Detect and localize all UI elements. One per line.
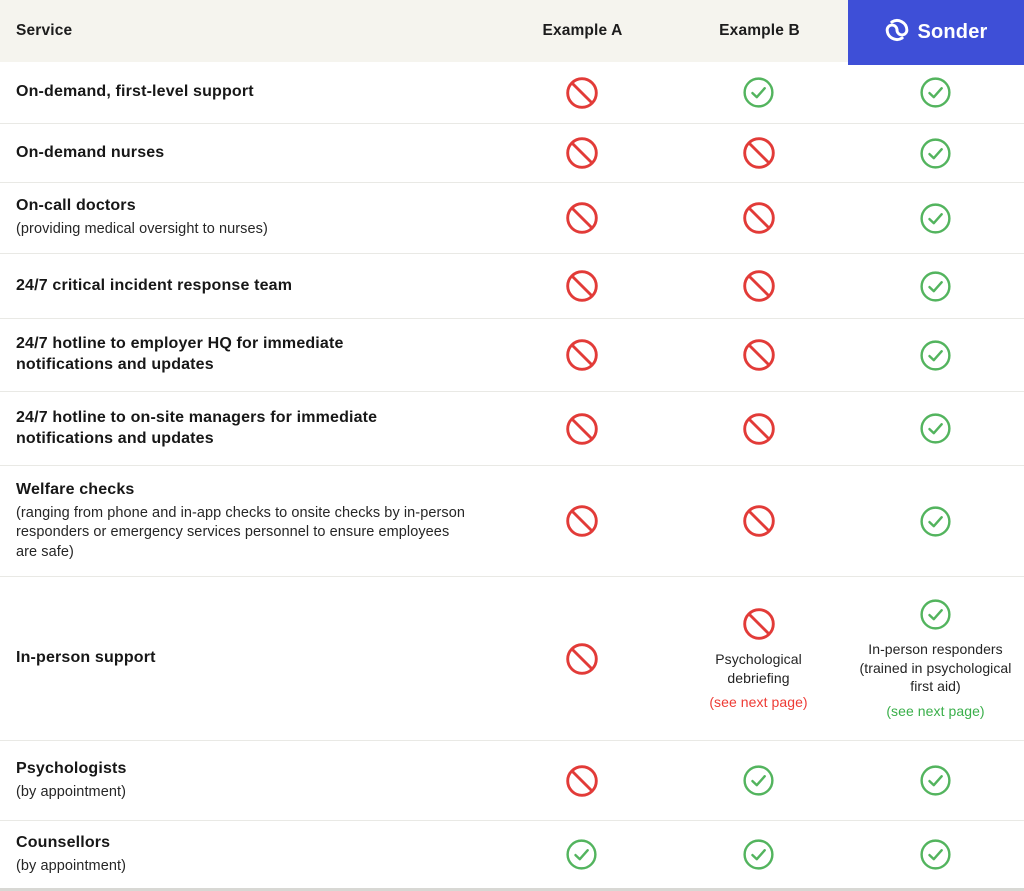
prohibited-circle-icon xyxy=(742,504,776,538)
service-subtitle: (by appointment) xyxy=(16,857,126,874)
table-header xyxy=(0,0,1024,62)
table-row xyxy=(0,466,1024,577)
table-row xyxy=(0,392,1024,466)
prohibited-circle-icon xyxy=(565,269,599,303)
availability-cell xyxy=(847,821,1024,888)
check-circle-icon xyxy=(919,339,952,372)
availability-cell xyxy=(670,62,847,123)
service-title: Psychologists xyxy=(16,759,127,777)
prohibited-circle-icon xyxy=(742,201,776,235)
service-cell xyxy=(0,183,493,253)
service-cell xyxy=(0,741,493,820)
service-subtitle: (by appointment) xyxy=(16,783,126,800)
column-header-example-b: Example B xyxy=(719,22,800,39)
prohibited-circle-icon xyxy=(742,269,776,303)
prohibited-circle-icon xyxy=(742,412,776,446)
service-subtitle: (providing medical oversight to nurses) xyxy=(16,221,268,238)
table-row xyxy=(0,741,1024,821)
availability-cell xyxy=(670,466,847,576)
prohibited-circle-icon xyxy=(565,412,599,446)
check-circle-icon xyxy=(742,838,775,871)
service-title: 24/7 hotline to employer HQ for immediate notifications and updates xyxy=(16,335,344,373)
availability-cell xyxy=(847,741,1024,820)
table-row xyxy=(0,124,1024,183)
availability-cell xyxy=(493,183,670,253)
prohibited-circle-icon xyxy=(565,642,599,676)
table-row xyxy=(0,62,1024,124)
service-title: On-demand, first-level support xyxy=(16,83,254,101)
availability-cell xyxy=(493,124,670,182)
check-circle-icon xyxy=(919,764,952,797)
prohibited-circle-icon xyxy=(742,607,776,641)
availability-cell xyxy=(670,254,847,318)
availability-cell xyxy=(493,577,670,740)
check-circle-icon xyxy=(742,764,775,797)
sonder-wordmark: Sonder xyxy=(917,21,988,43)
check-circle-icon xyxy=(565,838,598,871)
service-title: On-call doctors xyxy=(16,197,136,215)
table-row xyxy=(0,821,1024,888)
availability-cell xyxy=(847,62,1024,123)
availability-cell xyxy=(670,183,847,253)
check-circle-icon xyxy=(919,76,952,109)
availability-cell xyxy=(493,741,670,820)
service-title: 24/7 hotline to on-site managers for immediate notifications and updates xyxy=(16,408,378,447)
check-circle-icon xyxy=(742,76,775,109)
table-row xyxy=(0,254,1024,319)
see-next-page-note: (see next page) xyxy=(886,703,985,720)
availability-cell xyxy=(670,124,847,182)
availability-cell xyxy=(670,392,847,465)
check-circle-icon xyxy=(919,412,952,445)
cell-label: In-person responders (trained in psychological first aid) xyxy=(859,640,1012,695)
sonder-logo-icon xyxy=(884,17,910,48)
service-cell xyxy=(0,821,493,888)
service-title: Counsellors xyxy=(16,834,111,851)
prohibited-circle-icon xyxy=(565,201,599,235)
column-header-sonder xyxy=(848,0,1024,65)
service-cell xyxy=(0,466,493,576)
table-row xyxy=(0,319,1024,392)
service-cell xyxy=(0,392,493,465)
availability-cell xyxy=(847,254,1024,318)
availability-cell xyxy=(493,254,670,318)
service-title: On-demand nurses xyxy=(16,143,165,161)
service-cell xyxy=(0,577,493,740)
availability-cell xyxy=(847,392,1024,465)
service-cell xyxy=(0,254,493,318)
availability-cell xyxy=(670,577,847,740)
service-cell xyxy=(0,319,493,391)
availability-cell xyxy=(493,466,670,576)
prohibited-circle-icon xyxy=(565,764,599,798)
column-header-service: Service xyxy=(16,22,73,39)
table-row xyxy=(0,577,1024,741)
availability-cell xyxy=(847,124,1024,182)
availability-cell xyxy=(847,466,1024,576)
availability-cell xyxy=(493,62,670,123)
check-circle-icon xyxy=(919,838,952,871)
availability-cell xyxy=(670,319,847,391)
prohibited-circle-icon xyxy=(565,136,599,170)
check-circle-icon xyxy=(919,202,952,235)
availability-cell xyxy=(670,821,847,888)
service-subtitle: (ranging from phone and in-app checks to onsite checks by in-person responders or emergency services personnel to ensure employees are safe) xyxy=(16,504,465,560)
availability-cell xyxy=(493,319,670,391)
prohibited-circle-icon xyxy=(742,136,776,170)
prohibited-circle-icon xyxy=(565,338,599,372)
availability-cell xyxy=(847,577,1024,740)
prohibited-circle-icon xyxy=(565,76,599,110)
availability-cell xyxy=(493,392,670,465)
availability-cell xyxy=(847,183,1024,253)
service-cell xyxy=(0,124,493,182)
table-row xyxy=(0,183,1024,254)
column-header-example-a: Example A xyxy=(542,22,623,39)
service-title: 24/7 critical incident response team xyxy=(16,276,293,294)
service-title: Welfare checks xyxy=(16,480,135,498)
service-title: In-person support xyxy=(16,649,156,667)
check-circle-icon xyxy=(919,505,952,538)
availability-cell xyxy=(493,821,670,888)
cell-label: Psychological debriefing xyxy=(715,650,802,686)
table-body xyxy=(0,62,1024,888)
see-next-page-note: (see next page) xyxy=(709,694,808,711)
availability-cell xyxy=(847,319,1024,391)
prohibited-circle-icon xyxy=(742,338,776,372)
check-circle-icon xyxy=(919,137,952,170)
availability-cell xyxy=(670,741,847,820)
service-cell xyxy=(0,62,493,123)
check-circle-icon xyxy=(919,270,952,303)
check-circle-icon xyxy=(919,598,952,631)
prohibited-circle-icon xyxy=(565,504,599,538)
